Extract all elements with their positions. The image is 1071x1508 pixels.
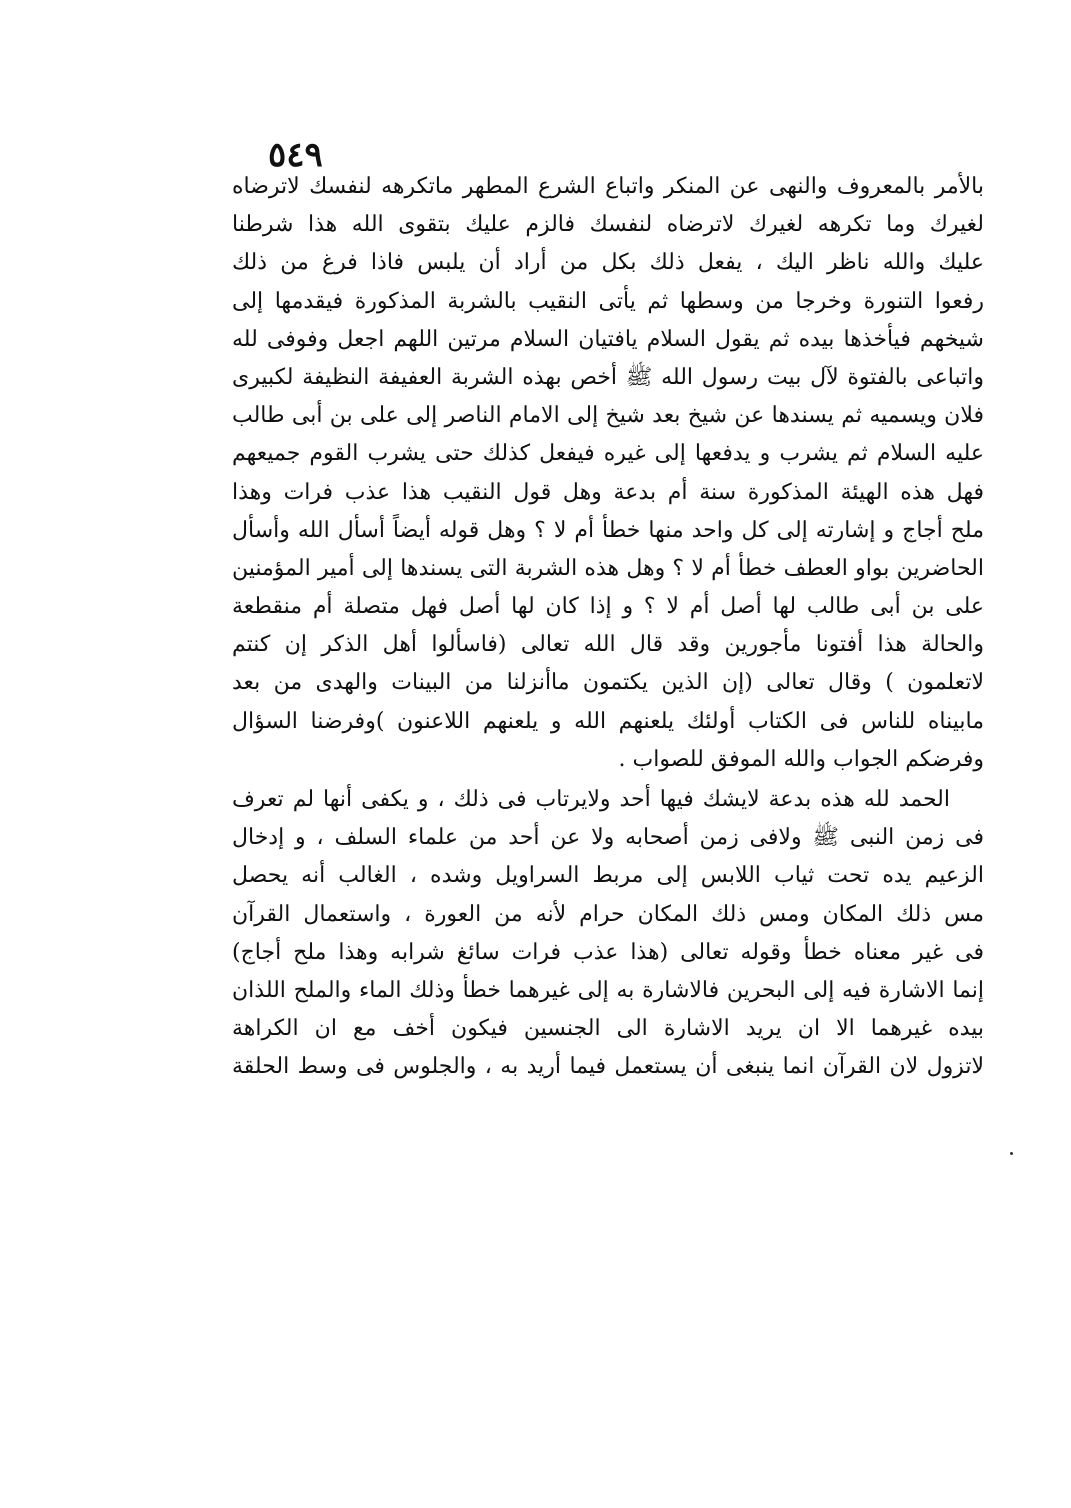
text-line: الحاضرين بواو العطف خطأ أم لا ؟ وهل هذه الشربة التى يسندها إلى أمير المؤمنين xyxy=(232,555,984,581)
text-line: مابيناه للناس فى الكتاب أولئك يلعنهم الله و يلعنهم اللاعنون )وفرضنا السؤال xyxy=(232,708,984,734)
text-line: ملح أجاج و إشارته إلى كل واحد منها خطأ أم لا ؟ وهل قوله أيضاً أسأل الله وأسأل xyxy=(232,517,984,543)
text-line: عليك والله ناظر اليك ، يفعل ذلك بكل من أراد أن يلبس فاذا فرغ من ذلك xyxy=(232,250,984,276)
text-line: واتباعى بالفتوة لآل بيت رسول الله ﷺ أخص بهذه الشربة العفيفة النظيفة لكبيرى xyxy=(232,364,984,390)
text-line: بالأمر بالمعروف والنهى عن المنكر واتباع الشرع المطهر ماتكرهه لنفسك لاترضاه xyxy=(232,174,984,199)
text-line-paragraph-end: وفرضكم الجواب والله الموفق للصواب . xyxy=(618,746,984,772)
text-line-paragraph-start: الحمد لله هذه بدعة لايشك فيها أحد ولايرتاب فى ذلك ، و يكفى أنها لم تعرف xyxy=(232,787,950,812)
text-line: مس ذلك المكان ومس ذلك المكان حرام لأنه من العورة ، واستعمال القرآن xyxy=(232,901,984,927)
stray-ink-dot xyxy=(1010,1152,1013,1155)
text-line: فلان ويسميه ثم يسندها عن شيخ بعد شيخ إلى الامام الناصر إلى على بن أبى طالب xyxy=(232,403,984,429)
text-line: الزعيم يده تحت ثياب اللابس إلى مربط السراويل وشده ، الغالب أنه يحصل xyxy=(232,863,984,889)
text-line: لاتزول لان القرآن انما ينبغى أن يستعمل فيما أريد به ، والجلوس فى وسط الحلقة xyxy=(232,1054,984,1080)
text-line: إنما الاشارة فيه إلى البحرين فالاشارة به إلى غيرهما خطأ وذلك الماء والملح اللذان xyxy=(232,977,984,1003)
text-line: فهل هذه الهيئة المذكورة سنة أم بدعة وهل قول النقيب هذا عذب فرات وهذا xyxy=(232,479,984,505)
text-line: فى غير معناه خطأ وقوله تعالى (هذا عذب فرات سائغ شرابه وهذا ملح أجاج) xyxy=(232,939,984,965)
text-line: والحالة هذا أفتونا مأجورين وقد قال الله تعالى (فاسألوا أهل الذكر إن كنتم xyxy=(232,632,984,658)
text-line: بيده غيرهما الا ان يريد الاشارة الى الجنسين فيكون أخف مع ان الكراهة xyxy=(232,1016,984,1042)
text-line: فى زمن النبى ﷺ ولافى زمن أصحابه ولا عن أحد من علماء السلف ، و إدخال xyxy=(232,825,984,851)
body-text xyxy=(232,168,984,1087)
text-line: عليه السلام ثم يشرب و يدفعها إلى غيره فيفعل كذلك حتى يشرب القوم جميعهم xyxy=(232,441,984,467)
text-line: لاتعلمون ) وقال تعالى (إن الذين يكتمون ماأنزلنا من البينات والهدى من بعد xyxy=(232,670,984,696)
text-line: على بن أبى طالب لها أصل أم لا ؟ و إذا كان لها أصل فهل متصلة أم منقطعة xyxy=(232,594,984,620)
text-line: رفعوا التنورة وخرجا من وسطها ثم يأتى النقيب بالشربة المذكورة فيقدمها إلى xyxy=(232,288,984,314)
text-line: شيخهم فيأخذها بيده ثم يقول السلام يافتيان السلام مرتين اللهم اجعل وفوفى لله xyxy=(232,326,984,352)
page-number: ٥٤٩ xyxy=(268,135,323,175)
text-line: لغيرك وما تكرهه لغيرك لاترضاه لنفسك فالزم عليك بتقوى الله هذا شرطنا xyxy=(232,212,984,238)
